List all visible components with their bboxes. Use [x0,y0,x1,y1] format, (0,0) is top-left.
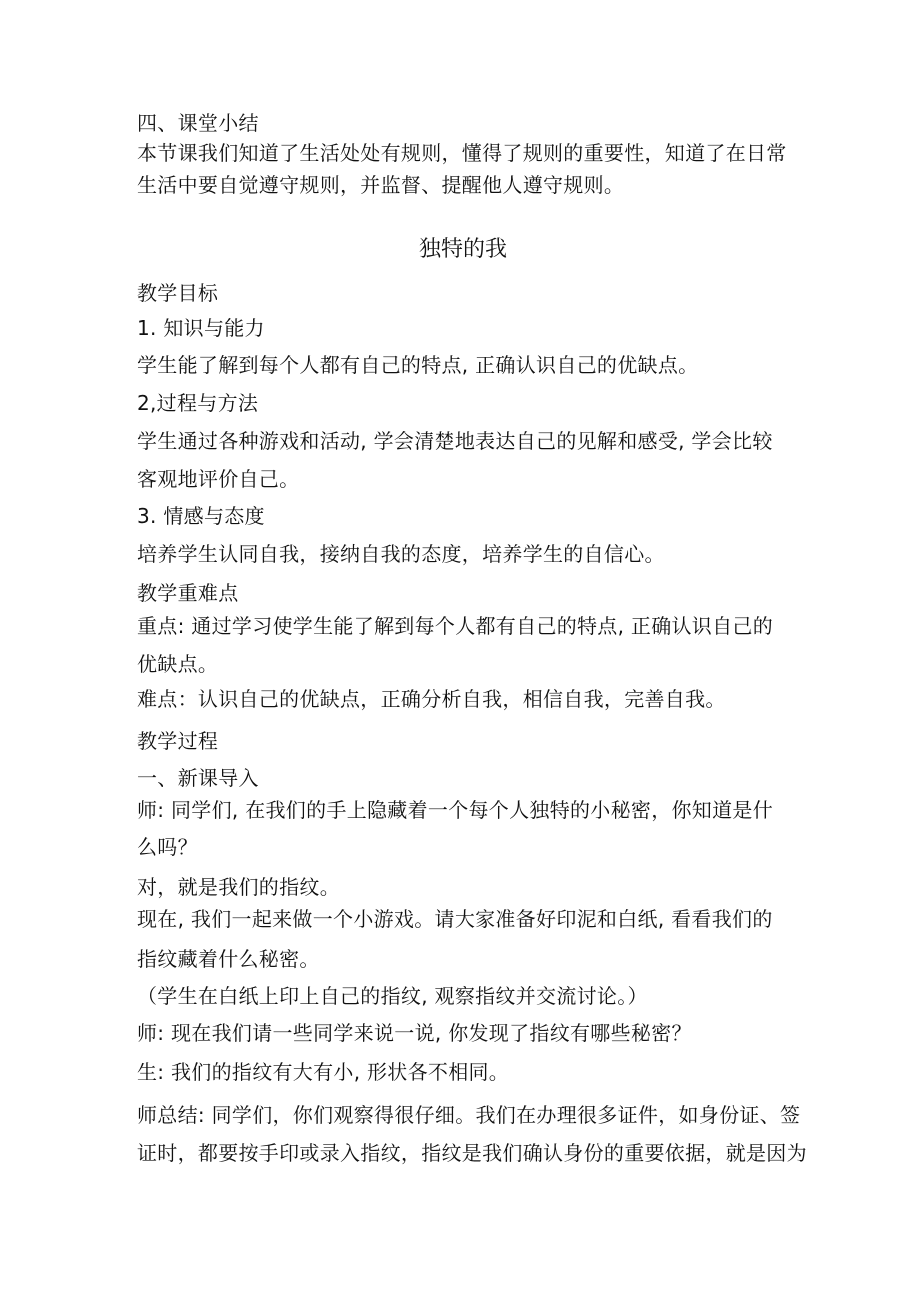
paragraph-1-line-2: 么吗？ [137,835,198,859]
intro-heading: 一、新课导入 [137,766,259,790]
keypoints-heading: 教学重难点 [137,581,239,605]
objective-2-heading: 2,过程与方法 [137,391,259,415]
summary-text-line-1: 本节课我们知道了生活处处有规则，懂得了规则的重要性，知道了在日常 [137,141,787,165]
paragraph-2: 对，就是我们的指纹。 [137,875,340,899]
objective-3-heading: 3. 情感与态度 [137,504,265,528]
difficult-point: 难点：认识自己的优缺点，正确分析自我，相信自我，完善自我。 [137,687,726,711]
lesson-title: 独特的我 [418,237,507,262]
objective-2-text-line-1: 学生通过各种游戏和活动, 学会清楚地表达自己的见解和感受, 学会比较 [137,429,773,453]
objective-1-heading: 1. 知识与能力 [137,316,265,340]
objectives-heading: 教学目标 [137,281,219,305]
paragraph-4: （学生在白纸上印上自己的指纹, 观察指纹并交流讨论。） [137,984,648,1008]
paragraph-3-line-1: 现在, 我们一起来做一个小游戏。请大家准备好印泥和白纸, 看看我们的 [137,907,773,931]
objective-1-text: 学生能了解到每个人都有自己的特点, 正确认识自己的优缺点。 [137,353,699,377]
summary-heading: 四、课堂小结 [137,111,259,135]
paragraph-7-line-1: 师总结: 同学们，你们观察得很仔细。我们在办理很多证件，如身份证、签 [137,1103,801,1127]
process-heading: 教学过程 [137,729,219,753]
paragraph-1-line-1: 师: 同学们, 在我们的手上隐藏着一个每个人独特的小秘密，你知道是什 [137,798,774,822]
paragraph-3-line-2: 指纹藏着什么秘密。 [137,947,320,971]
paragraph-6: 生: 我们的指纹有大有小, 形状各不相同。 [137,1060,510,1084]
objective-2-text-line-2: 客观地评价自己。 [137,467,300,491]
keypoint-line-2: 优缺点。 [137,652,219,676]
keypoint-line-1: 重点: 通过学习使学生能了解到每个人都有自己的特点, 正确认识自己的 [137,614,774,638]
objective-3-text: 培养学生认同自我，接纳自我的态度，培养学生的自信心。 [137,542,665,566]
summary-text-line-2: 生活中要自觉遵守规则，并监督、提醒他人遵守规则。 [137,173,625,197]
paragraph-5: 师: 现在我们请一些同学来说一说, 你发现了指纹有哪些秘密？ [137,1021,692,1045]
paragraph-7-line-2: 证时，都要按手印或录入指纹，指纹是我们确认身份的重要依据，就是因为 [137,1141,807,1165]
